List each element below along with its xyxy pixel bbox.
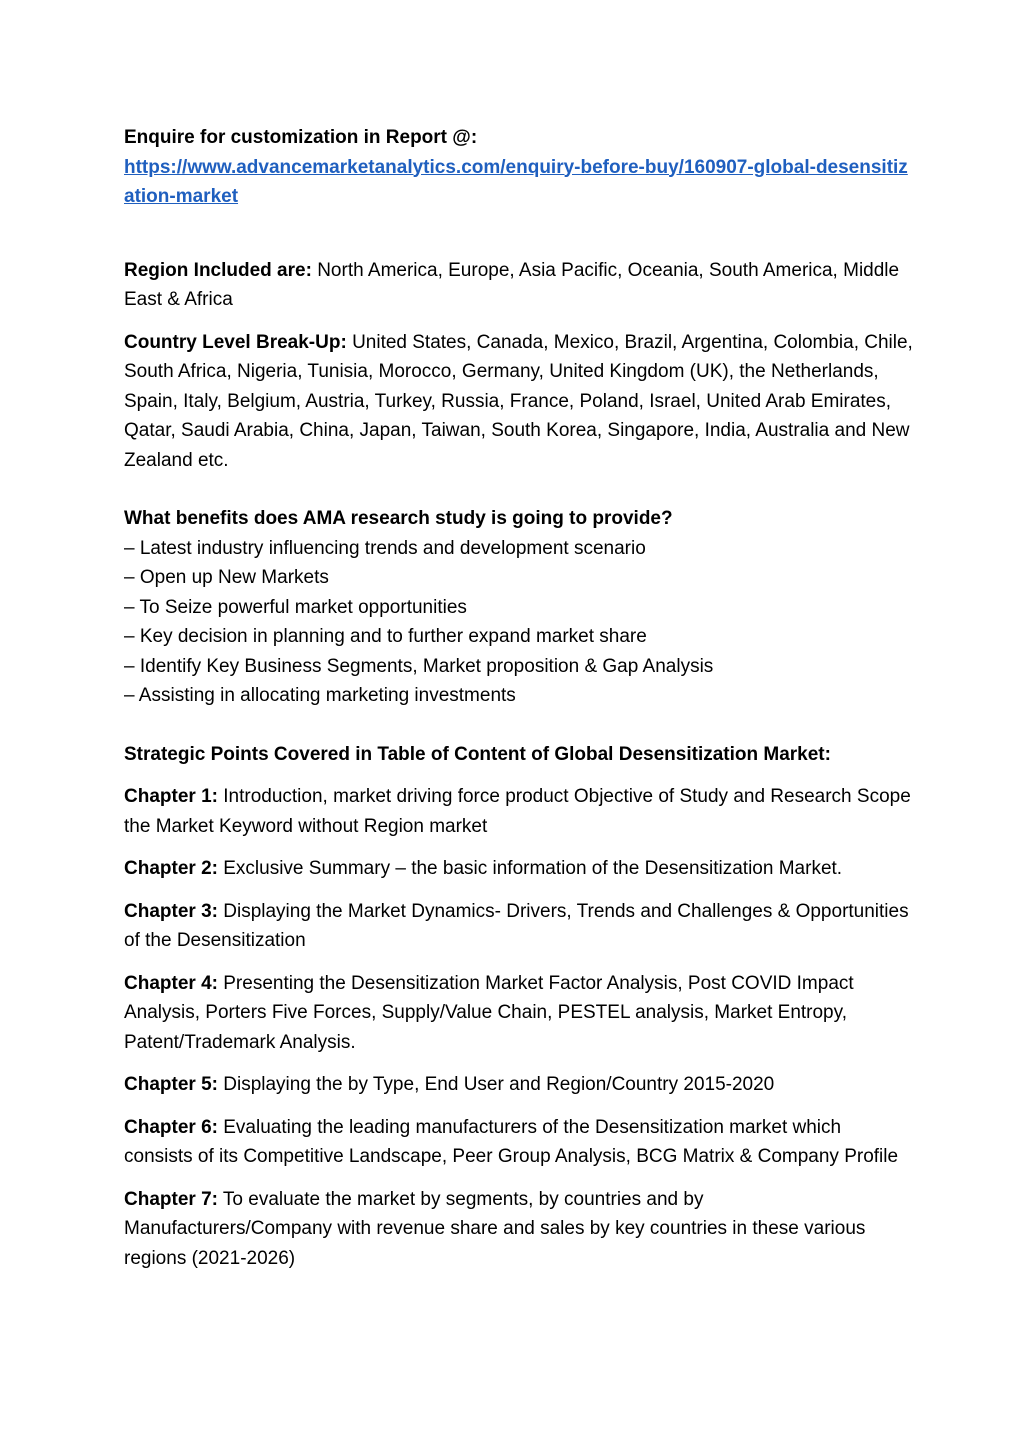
chapter-text: Evaluating the leading manufacturers of the Desensitization market which consists of its Competitive Landscape, Peer Group Analysis, BCG Matrix & Company Profile [124,1116,899,1167]
enquire-section [124,123,914,212]
chapter-label: Chapter 2: [124,858,218,879]
chapter-label: Chapter 1: [124,786,218,807]
chapter-label: Chapter 3: [124,900,218,922]
chapter-2 [124,854,914,884]
chapter-7 [124,1185,914,1274]
chapter-text: Exclusive Summary – the basic information of the Desensitization Market. [223,858,843,879]
toc-title: Strategic Points Covered in Table of Content of Global Desensitization Market: [124,743,831,765]
chapter-label: Chapter 5: [124,1074,218,1095]
chapter-text: Displaying the by Type, End User and Region/Country 2015-2020 [223,1074,775,1095]
list-item: – Identify Key Business Segments, Market proposition & Gap Analysis [124,655,714,677]
benefits-title: What benefits does AMA research study is going to provide? [124,508,673,529]
list-item: – To Seize powerful market opportunities [124,596,467,618]
country-label: Country Level Break-Up: [124,331,347,353]
list-item: – Key decision in planning and to further expand market share [124,626,647,647]
country-text: United States, Canada, Mexico, Brazil, Argentina, Colombia, Chile, South Africa, Nigeria, Tunisia, Morocco, Germany, United Kingdom (UK), the Netherlands, Spain, Italy, Belgium, Austria, Turkey, Russia, France, Poland, Israel, United Arab Emirates, Qatar, Saudi Arabia, China, Japan, Taiwan, South Korea, Singapore, India, Australia and New Zealand etc. [124,331,913,471]
chapter-text: Introduction, market driving force product Objective of Study and Research Scope the Market Keyword without Region market [124,786,911,837]
region-paragraph [124,256,914,315]
enquiry-link[interactable]: https://www.advancemarketanalytics.com/enquiry-before-buy/160907-global-desensitization-market [124,156,908,207]
country-paragraph [124,328,914,476]
chapter-label: Chapter 6: [124,1116,218,1138]
region-text: North America, Europe, Asia Pacific, Oceania, South America, Middle East & Africa [124,259,900,310]
chapter-text: Displaying the Market Dynamics- Drivers, Trends and Challenges & Opportunities of the Desensitization [124,900,909,951]
chapter-5 [124,1070,914,1100]
benefits-list [124,534,914,711]
chapter-1 [124,782,914,841]
chapter-6 [124,1113,914,1172]
enquire-label: Enquire for customization in Report @: [124,127,478,148]
chapter-text: To evaluate the market by segments, by countries and by Manufacturers/Company with revenue share and sales by key countries in these various regions (2021-2026) [124,1188,866,1269]
document-content [124,123,914,1286]
region-label: Region Included are: [124,259,312,281]
chapter-3 [124,897,914,956]
list-item: – Assisting in allocating marketing investments [124,685,516,706]
chapter-4 [124,969,914,1058]
list-item: – Open up New Markets [124,567,329,588]
chapter-text: Presenting the Desensitization Market Factor Analysis, Post COVID Impact Analysis, Porters Five Forces, Supply/Value Chain, PESTEL analysis, Market Entropy, Patent/Trademark Analysis. [124,972,854,1053]
chapter-label: Chapter 7: [124,1188,218,1210]
chapter-label: Chapter 4: [124,972,218,994]
list-item: – Latest industry influencing trends and development scenario [124,537,646,559]
